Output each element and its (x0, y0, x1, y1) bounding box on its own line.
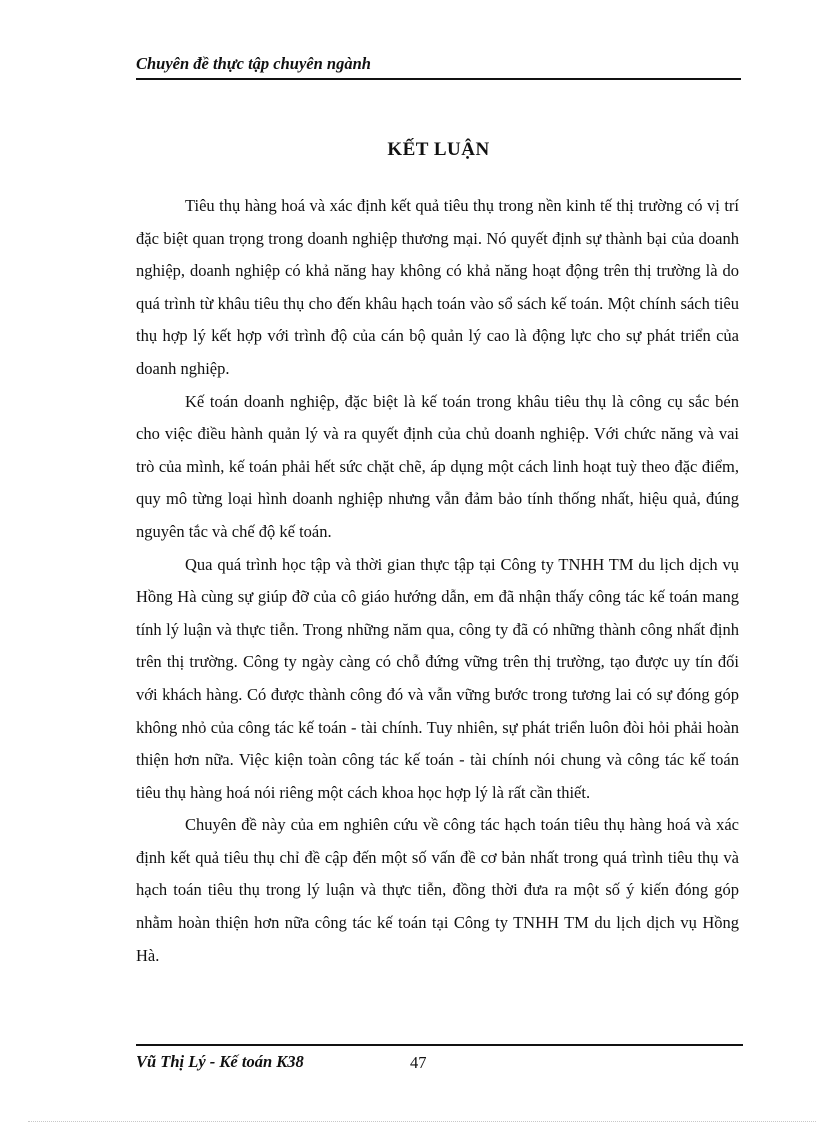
footer-divider (136, 1044, 743, 1046)
page-number: 47 (410, 1053, 427, 1072)
paragraph-3: Qua quá trình học tập và thời gian thực tập tại Công ty TNHH TM du lịch dịch vụ Hồng Hà cùng sự giúp đỡ của cô giáo hướng dẫn, em đã nhận thấy công tác kế toán mang tính lý luận và thực tiễn. Trong những năm qua, công ty đã có những thành công nhất định trên thị trường. Công ty ngày càng có chỗ đứng vững trên thị trường, tạo được uy tín đối với khách hàng. Có được thành công đó và vẫn vững bước trong tương lai có sự đóng góp không nhỏ của công tác kế toán - tài chính. Tuy nhiên, sự phát triển luôn đòi hỏi phải hoàn thiện hơn nữa. Việc kiện toàn công tác kế toán - tài chính nói chung và công tác kế toán tiêu thụ hàng hoá nói riêng một cách khoa học hợp lý là rất cần thiết. (136, 554, 739, 802)
paragraph-1: Tiêu thụ hàng hoá và xác định kết quả tiêu thụ trong nền kinh tế thị trường có vị trí đặc biệt quan trọng trong doanh nghiệp thương mại. Nó quyết định sự thành bại của doanh nghiệp, doanh nghiệp có khả năng hay không có khả năng hoạt động trên thị trường là do quá trình từ khâu tiêu thụ cho đến khâu hạch toán vào sổ sách kế toán. Một chính sách tiêu thụ hợp lý kết hợp với trình độ của cán bộ quản lý cao là động lực cho sự phát triển của doanh nghiệp. (136, 196, 739, 378)
body-text (136, 190, 739, 972)
header-divider (136, 78, 741, 80)
paragraph-2: Kế toán doanh nghiệp, đặc biệt là kế toán trong khâu tiêu thụ là công cụ sắc bén cho việc điều hành quản lý và ra quyết định của chủ doanh nghiệp. Với chức năng và vai trò của mình, kế toán phải hết sức chặt chẽ, áp dụng một cách linh hoạt tuỳ theo đặc điểm, quy mô từng loại hình doanh nghiệp nhưng vẫn đảm bảo tính thống nhất, hiệu quả, đúng nguyên tắc và chế độ kế toán. (136, 391, 739, 541)
page-edge-divider (28, 1121, 816, 1122)
paragraph-4: Chuyên đề này của em nghiên cứu về công tác hạch toán tiêu thụ hàng hoá và xác định kết quả tiêu thụ chỉ đề cập đến một số vấn đề cơ bản nhất trong quá trình tiêu thụ và hạch toán tiêu thụ trong lý luận và thực tiễn, đồng thời đưa ra một số ý kiến đóng góp nhằm hoàn thiện hơn nữa công tác kế toán tại Công ty TNHH TM du lịch dịch vụ Hồng Hà. (136, 815, 739, 965)
page-title: KẾT LUẬN (387, 139, 490, 160)
footer-author: Vũ Thị Lý - Kế toán K38 (136, 1052, 304, 1071)
running-header: Chuyên đề thực tập chuyên ngành (136, 54, 371, 73)
